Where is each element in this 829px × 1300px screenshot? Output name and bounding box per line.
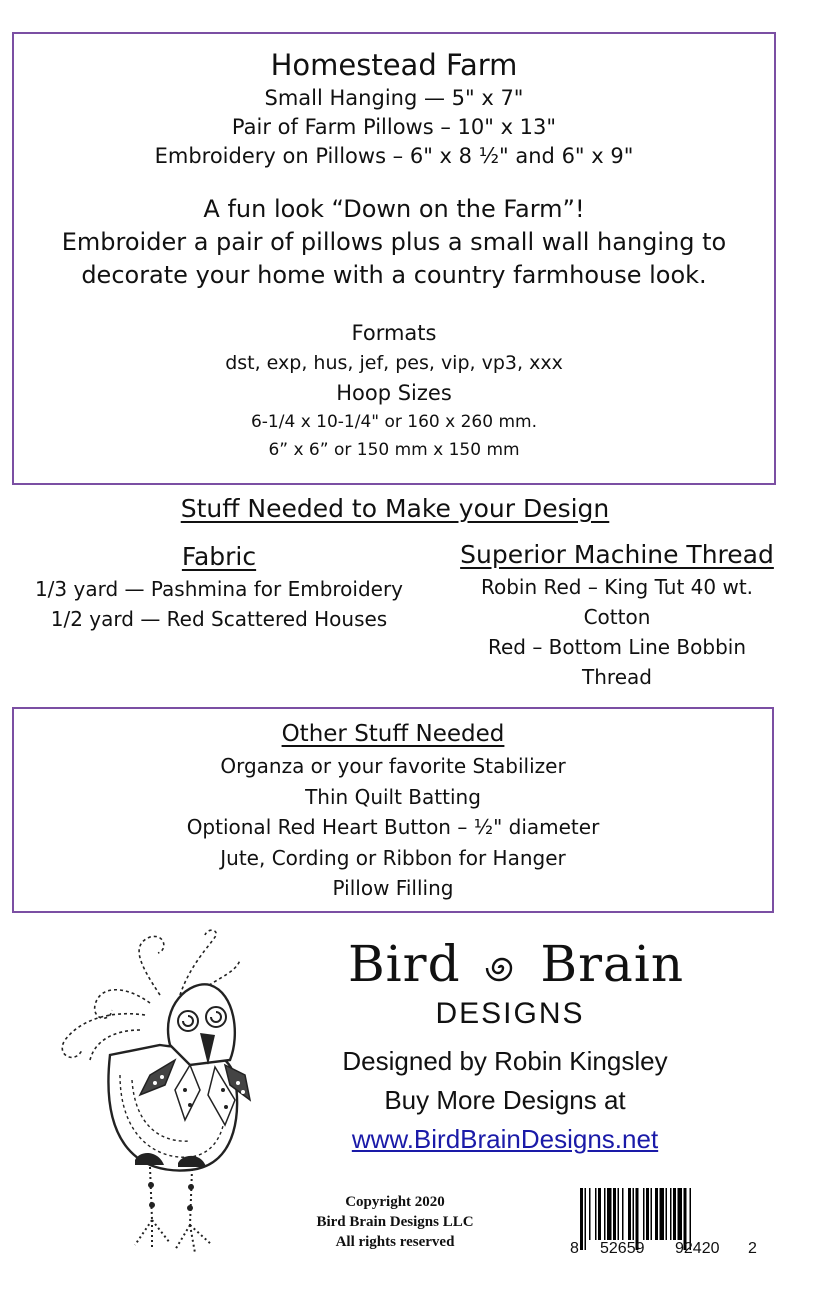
buy-more-text: Buy More Designs at (384, 1085, 626, 1115)
copyright-line: Copyright 2020 (345, 1194, 445, 1210)
other-stuff-item: Organza or your favorite Stabilizer (220, 754, 566, 778)
spec-line: Embroidery on Pillows – 6" x 8 ½" and 6" x 9" (154, 144, 634, 168)
other-stuff-item: Pillow Filling (332, 876, 454, 900)
intro-line: decorate your home with a country farmhouse look. (81, 261, 707, 289)
hoop-size-line: 6” x 6” or 150 mm x 150 mm (268, 440, 520, 460)
thread-line: Robin Red – King Tut 40 wt. (480, 575, 754, 599)
barcode-bar (598, 1188, 601, 1240)
intro-line: A fun look “Down on the Farm”! (203, 195, 585, 223)
other-stuff-item: Thin Quilt Batting (305, 784, 481, 809)
stuff-needed-heading: Stuff Needed to Make your Design (180, 494, 610, 523)
product-info-box (12, 32, 776, 485)
barcode-bar (655, 1188, 658, 1240)
barcode-bar (628, 1188, 631, 1240)
copyright-line: Bird Brain Designs LLC (316, 1214, 474, 1230)
thread-heading: Superior Machine Thread (460, 540, 774, 569)
thread-line: Cotton (583, 605, 651, 629)
barcode-bar (589, 1188, 591, 1240)
fabric-heading: Fabric (181, 542, 257, 571)
other-stuff-box (12, 707, 774, 913)
product-title: Homestead Farm (270, 48, 518, 82)
formats-list: dst, exp, hus, jef, pes, vip, vp3, xxx (225, 352, 563, 374)
barcode-digit: 2 (748, 1240, 757, 1257)
website-link[interactable]: www.BirdBrainDesigns.net (351, 1124, 659, 1154)
barcode-bar (678, 1188, 683, 1240)
barcode-digit: 8 (570, 1240, 579, 1257)
barcode-bar (660, 1188, 665, 1240)
barcode-bar (643, 1188, 645, 1240)
bird-illustration (40, 925, 270, 1285)
formats-heading: Formats (351, 321, 437, 345)
barcode-bar (607, 1188, 612, 1240)
barcode-bar (651, 1188, 653, 1240)
barcode-bar (604, 1188, 606, 1240)
barcode-bar (633, 1188, 635, 1240)
spec-line: Pair of Farm Pillows – 10" x 13" (231, 115, 557, 139)
fabric-section (14, 540, 424, 634)
other-stuff-item: Jute, Cording or Ribbon for Hanger (220, 845, 566, 870)
swirl-icon (484, 951, 518, 985)
barcode-digit: 52659 (600, 1240, 645, 1257)
barcode-bar (670, 1188, 672, 1240)
barcode (568, 1186, 758, 1266)
other-stuff-item: Optional Red Heart Button – ½" diameter (186, 815, 600, 839)
fabric-item: 1/2 yard — Red Scattered Houses (50, 607, 388, 631)
other-stuff-heading: Other Stuff Needed (281, 721, 505, 747)
barcode-bar (585, 1188, 587, 1250)
barcode-bar (646, 1188, 649, 1240)
logo-wordmark: Bird Brain (347, 935, 685, 993)
copyright-line: All rights reserved (335, 1234, 455, 1250)
thread-line: Thread (582, 665, 652, 689)
barcode-bar (673, 1188, 676, 1240)
thread-section (452, 538, 782, 692)
barcode-bar (580, 1188, 583, 1250)
barcode-bar (613, 1188, 616, 1240)
barcode-bar (666, 1188, 668, 1240)
spec-line: Small Hanging — 5" x 7" (264, 86, 524, 110)
hoop-sizes-heading: Hoop Sizes (336, 381, 452, 405)
hoop-size-line: 6-1/4 x 10-1/4" or 160 x 260 mm. (250, 412, 537, 432)
logo-subtitle: DESIGNS (435, 997, 585, 1030)
fabric-item: 1/3 yard — Pashmina for Embroidery (34, 577, 404, 601)
intro-line: Embroider a pair of pillows plus a small wall hanging to (61, 228, 727, 256)
barcode-bar (595, 1188, 597, 1240)
copyright-block (290, 1192, 500, 1252)
thread-line: Red – Bottom Line Bobbin (487, 635, 747, 659)
brand-logo (320, 935, 700, 1035)
barcode-bar (622, 1188, 624, 1240)
barcode-bar (618, 1188, 620, 1240)
credits-block (305, 1042, 705, 1159)
designer-credit: Designed by Robin Kingsley (342, 1046, 668, 1076)
barcode-digit: 92420 (675, 1240, 720, 1257)
